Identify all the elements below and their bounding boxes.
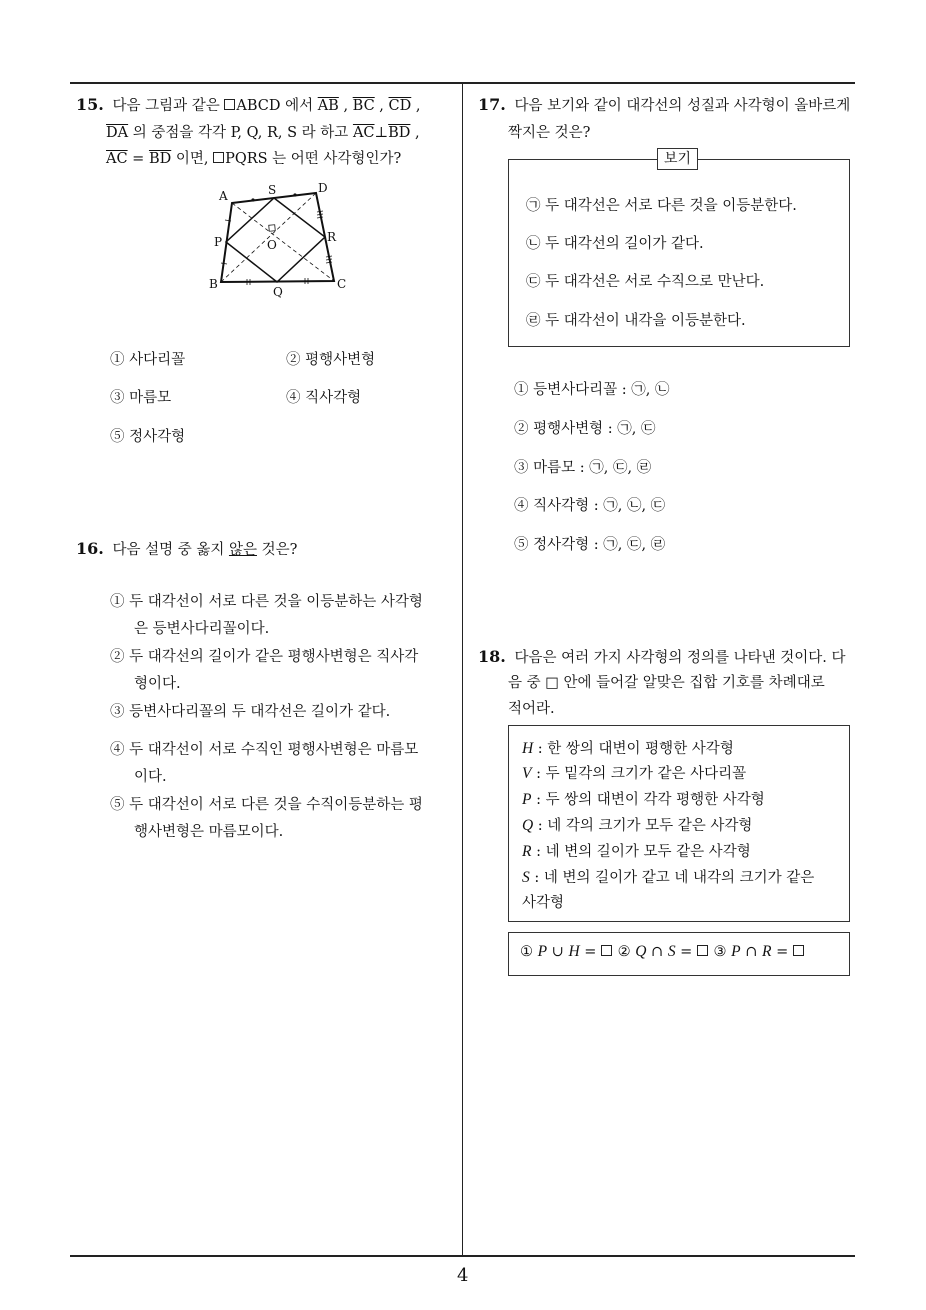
q18-def-q: Q : 네 각의 크기가 모두 같은 사각형 bbox=[522, 817, 753, 834]
q15-choice-4[interactable]: ④ 직사각형 bbox=[286, 390, 362, 406]
q16-choice-2[interactable]: ② 두 대각선의 길이가 같은 평행사변형은 직사각 형이다. bbox=[110, 649, 419, 692]
q15-stem-line1: 15. 다음 그림과 같은 ABCD 에서 $\overline{AB}$ , $\overline{BC}$ , $\overline{CD}$ , bbox=[76, 95, 421, 114]
label-c: C bbox=[337, 277, 347, 291]
q17-box-title: 보기 bbox=[657, 148, 698, 170]
q17-box-item-4: ㉣ 두 대각선이 내각을 이등분한다. bbox=[526, 313, 746, 329]
label-s: S bbox=[268, 183, 277, 197]
q15-choice-5[interactable]: ⑤ 정사각형 bbox=[110, 429, 186, 445]
q15-choice-3[interactable]: ③ 마름모 bbox=[110, 390, 172, 406]
q17-choice-2[interactable]: ② 평행사변형 : ㉠, ㉢ bbox=[514, 421, 656, 437]
q15-number: 15. bbox=[76, 95, 104, 114]
column-divider bbox=[462, 82, 463, 1257]
q17-box-item-1: ㉠ 두 대각선은 서로 다른 것을 이등분한다. bbox=[526, 198, 797, 214]
q16-choice-1[interactable]: ① 두 대각선이 서로 다른 것을 이등분하는 사각형 은 등변사다리꼴이다. bbox=[110, 594, 423, 637]
right-angle-mark bbox=[269, 225, 276, 232]
q17-choice-1[interactable]: ① 등변사다리꼴 : ㉠, ㉡ bbox=[514, 382, 670, 398]
label-a: A bbox=[219, 189, 228, 203]
q17-choice-4[interactable]: ④ 직사각형 : ㉠, ㉡, ㉢ bbox=[514, 498, 666, 514]
q16-stem: 16. 다음 설명 중 옳지 않은 것은? bbox=[76, 539, 298, 558]
bottom-rule bbox=[70, 1255, 855, 1257]
q18-stem-line3: 적어라. bbox=[508, 701, 555, 717]
label-r: R bbox=[327, 230, 337, 244]
q15-choice-2[interactable]: ② 평행사변형 bbox=[286, 352, 376, 368]
q18-stem-line1: 18. 다음은 여러 가지 사각형의 정의를 나타낸 것이다. 다 bbox=[478, 647, 846, 666]
label-b: B bbox=[209, 277, 218, 291]
q17-stem-line1: 17. 다음 보기와 같이 대각선의 성질과 사각형이 올바르게 bbox=[478, 95, 851, 114]
q18-number: 18. bbox=[478, 647, 506, 666]
q18-def-r: R : 네 변의 길이가 모두 같은 사각형 bbox=[522, 843, 751, 860]
q17-box-item-3: ㉢ 두 대각선은 서로 수직으로 만난다. bbox=[526, 274, 765, 290]
q16-number: 16. bbox=[76, 539, 104, 558]
q17-stem-line2: 짝지은 것은? bbox=[508, 125, 591, 141]
q16-choice-4[interactable]: ④ 두 대각선이 서로 수직인 평행사변형은 마름모 이다. bbox=[110, 742, 419, 785]
label-q: Q bbox=[273, 285, 283, 298]
q18-def-s: S : 네 변의 길이가 같고 네 내각의 크기가 같은 bbox=[522, 869, 815, 886]
q15-choice-1[interactable]: ① 사다리꼴 bbox=[110, 352, 186, 368]
q18-def-h: H : 한 쌍의 대변이 평행한 사각형 bbox=[522, 740, 734, 757]
q18-def-p: P : 두 쌍의 대변이 각각 평행한 사각형 bbox=[522, 791, 765, 808]
q18-stem-line2: 음 중 □ 안에 들어갈 알맞은 집합 기호를 차례대로 bbox=[508, 675, 825, 691]
q17-box-item-2: ㉡ 두 대각선의 길이가 같다. bbox=[526, 236, 704, 252]
q16-choice-3[interactable]: ③ 등변사다리꼴의 두 대각선은 길이가 같다. bbox=[110, 704, 391, 720]
q15-figure bbox=[205, 178, 365, 298]
q18-def-s-tail: 사각형 bbox=[522, 895, 565, 911]
page-number: 4 bbox=[457, 1265, 469, 1286]
q15-stem-line2: $\overline{DA}$ 의 중점을 각각 P, Q, R, S 라 하고 $\overline{AC}\perp\overline{BD}$ , bbox=[106, 125, 420, 141]
q17-number: 17. bbox=[478, 95, 506, 114]
label-p: P bbox=[214, 235, 223, 249]
q17-choice-5[interactable]: ⑤ 정사각형 : ㉠, ㉢, ㉣ bbox=[514, 537, 666, 553]
q15-stem-line3: $\overline{AC} = \overline{BD}$ 이면, PQRS 는 어떤 사각형인가? bbox=[106, 151, 402, 167]
q18-def-v: V : 두 밑각의 크기가 같은 사다리꼴 bbox=[522, 765, 747, 782]
q18-answer-line: ① P ∪ H = ② Q ∩ S = ③ P ∩ R = bbox=[520, 943, 805, 961]
label-d: D bbox=[318, 181, 328, 195]
q16-choice-5[interactable]: ⑤ 두 대각선이 서로 다른 것을 수직이등분하는 평 행사변형은 마름모이다. bbox=[110, 797, 423, 840]
label-o: O bbox=[267, 238, 277, 252]
q17-choice-3[interactable]: ③ 마름모 : ㉠, ㉢, ㉣ bbox=[514, 460, 652, 476]
